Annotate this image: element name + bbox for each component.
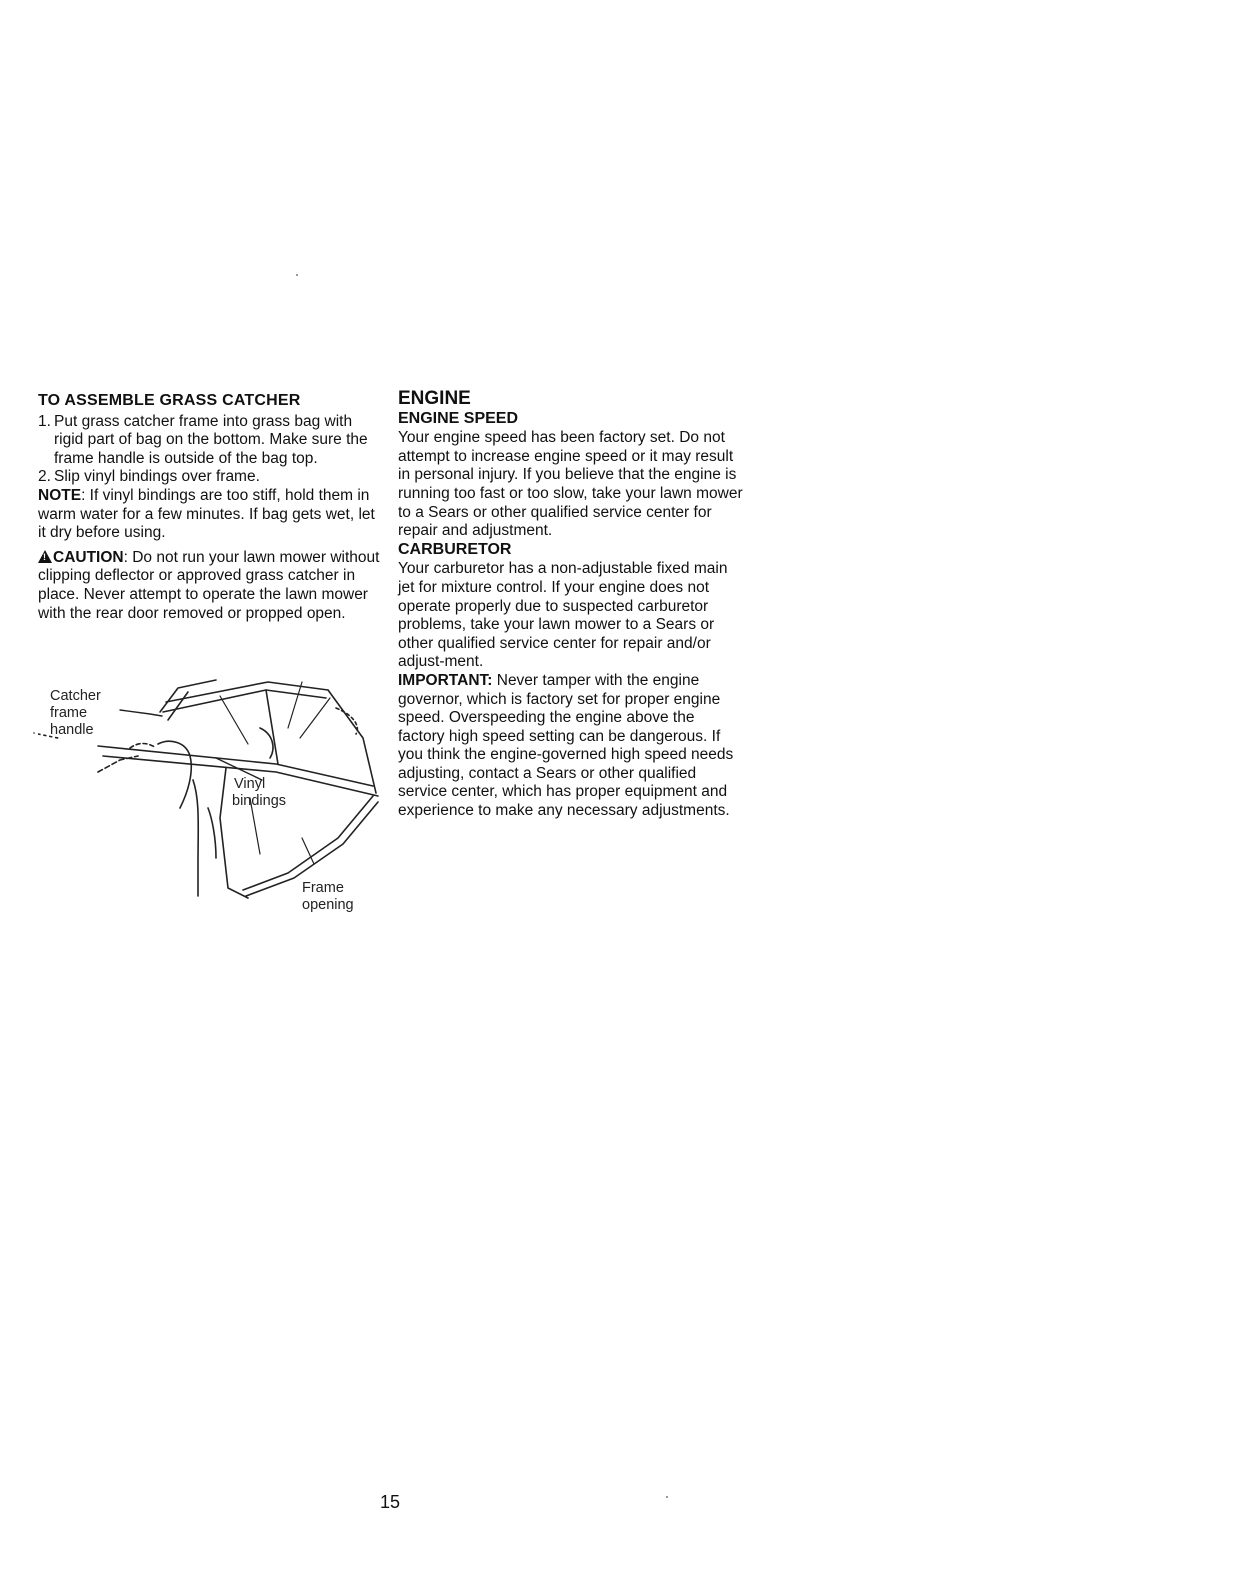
vinyl-label-line-2: bindings bbox=[232, 793, 287, 809]
scan-speck bbox=[296, 274, 298, 276]
page-number: 15 bbox=[380, 1492, 401, 1512]
catcher-label-line-3: handle bbox=[50, 722, 94, 738]
step-2-number: 2. bbox=[38, 468, 51, 486]
assemble-grass-catcher-heading: TO ASSEMBLE GRASS CATCHER bbox=[38, 392, 301, 409]
frame-opening-label bbox=[302, 880, 354, 914]
frame-label-line-1: Frame bbox=[302, 880, 344, 896]
step-2-text: Slip vinyl bindings over frame. bbox=[54, 468, 260, 486]
engine-speed-text: Your engine speed has been factory set. Do not attempt to increase engine speed or it may result in personal injury. If you believe that the engine is running too fast or too slow, take your lawn mower to a Sears or other qualified service center for repair and adjustment. bbox=[398, 429, 743, 540]
important-label: IMPORTANT: bbox=[398, 671, 493, 689]
step-1-text: Put grass catcher frame into grass bag with rigid part of bag on the bottom. Make sure the frame handle is outside of the bag top. bbox=[54, 412, 368, 467]
right-column bbox=[398, 390, 743, 821]
carburetor-heading: CARBURETOR bbox=[398, 540, 512, 558]
warning-triangle-icon bbox=[38, 550, 52, 563]
important-paragraph bbox=[398, 672, 743, 821]
step-1 bbox=[38, 413, 383, 469]
vinyl-bindings-label bbox=[234, 776, 286, 810]
grass-catcher-figure bbox=[38, 668, 383, 923]
scan-speck bbox=[33, 732, 35, 734]
catcher-frame-handle-label bbox=[50, 688, 101, 739]
catcher-label-line-2: frame bbox=[50, 705, 88, 721]
caution-text: : Do not run your lawn mower without clipping deflector or approved grass catcher in place. Never attempt to operate the lawn mower with the rear door removed or propped open. bbox=[38, 548, 380, 622]
carburetor-text: Your carburetor has a non-adjustable fixed main jet for mixture control. If your engine does not operate properly due to suspected carburetor problems, take your lawn mower to a Sears or other qualified service center for repair and/or adjust-ment. bbox=[398, 560, 728, 671]
engine-speed-heading: ENGINE SPEED bbox=[398, 409, 519, 427]
note-text: : If vinyl bindings are too stiff, hold them in warm water for a few minutes. If bag gets wet, let it dry before using. bbox=[38, 486, 375, 542]
catcher-label-line-1: Catcher bbox=[50, 688, 101, 704]
assembly-steps bbox=[38, 413, 383, 487]
caution-label: CAUTION bbox=[53, 548, 124, 566]
engine-heading: ENGINE bbox=[398, 388, 471, 409]
important-text: Never tamper with the engine governor, which is factory set for proper engine speed. Overspeeding the engine above the factory high speed setting can be dangerous. If you think the engine-governed high speed needs adjusting, contact a Sears or other qualified service center, which has proper equipment and experience to make any necessary adjustments. bbox=[398, 671, 734, 820]
vinyl-label-line-1: Vinyl bbox=[234, 776, 266, 792]
caution-paragraph bbox=[38, 549, 383, 623]
left-column bbox=[38, 392, 383, 623]
scan-speck bbox=[666, 1496, 668, 1498]
note-paragraph bbox=[38, 487, 383, 543]
frame-label-line-2: opening bbox=[302, 897, 354, 913]
note-label: NOTE bbox=[38, 486, 82, 504]
step-1-number: 1. bbox=[38, 412, 51, 430]
step-2 bbox=[38, 468, 383, 487]
